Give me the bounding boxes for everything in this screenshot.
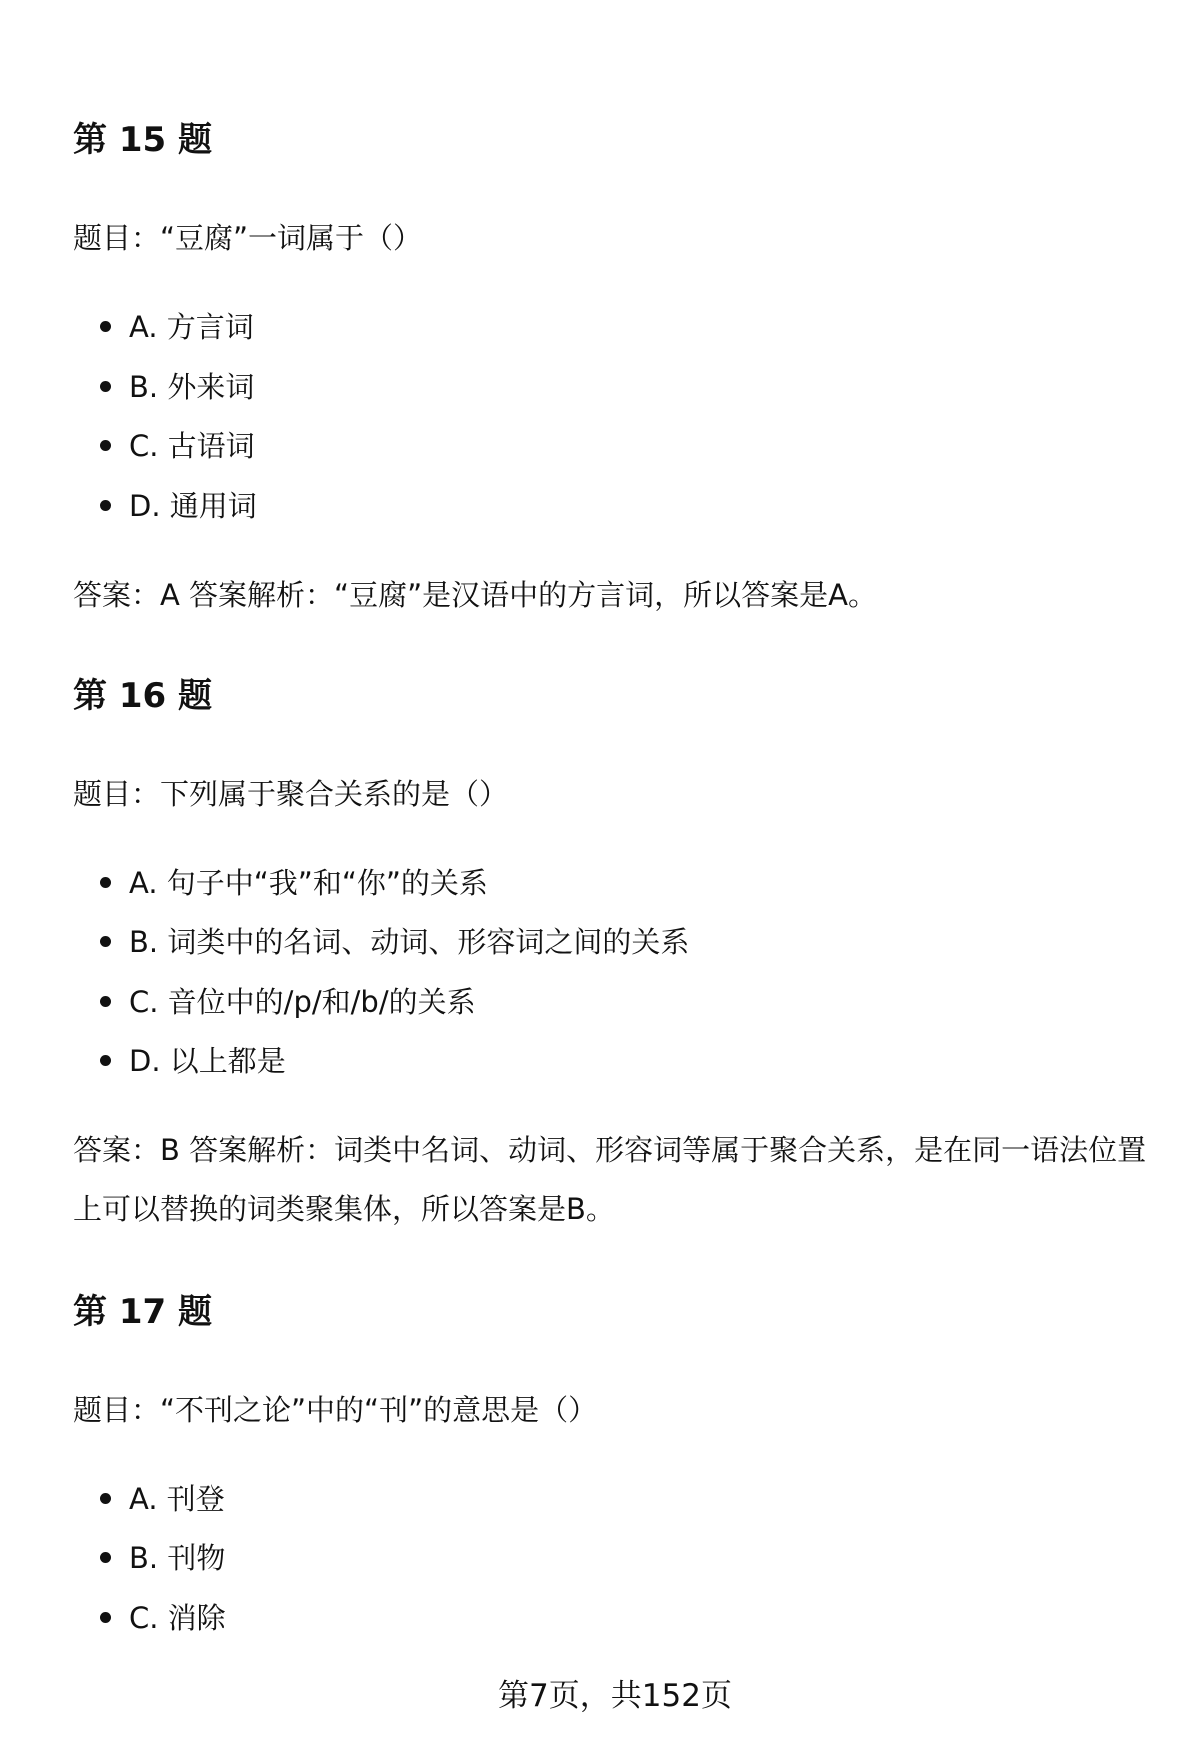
answer-explanation: 答案：A 答案解析：“豆腐”是汉语中的方言词，所以答案是A。: [73, 578, 877, 612]
bullet-icon: [100, 1612, 111, 1623]
question-prompt: 题目：下列属于聚合关系的是（）: [73, 777, 509, 811]
question-prompt: 题目：“不刊之论”中的“刊”的意思是（）: [73, 1393, 598, 1427]
question-title: 第 15 题: [73, 120, 212, 160]
bullet-icon: [100, 1493, 111, 1504]
bullet-icon: [100, 1055, 111, 1066]
bullet-icon: [100, 440, 111, 451]
question-title: 第 17 题: [73, 1292, 212, 1332]
option-label: C. 消除: [129, 1601, 226, 1635]
option-label: B. 外来词: [129, 370, 255, 404]
option-label: A. 句子中“我”和“你”的关系: [129, 866, 488, 900]
bullet-icon: [100, 500, 111, 511]
option-label: C. 古语词: [129, 429, 255, 463]
bullet-icon: [100, 321, 111, 332]
option-label: B. 词类中的名词、动词、形容词之间的关系: [129, 925, 690, 959]
page-footer: 第7页，共152页: [498, 1678, 732, 1714]
bullet-icon: [100, 996, 111, 1007]
question-title: 第 16 题: [73, 676, 212, 716]
bullet-icon: [100, 1552, 111, 1563]
bullet-icon: [100, 936, 111, 947]
answer-explanation: 答案：B 答案解析：词类中名词、动词、形容词等属于聚合关系，是在同一语法位置上可以替换的词类聚集体，所以答案是B。: [73, 1133, 1147, 1226]
option-label: D. 以上都是: [129, 1044, 286, 1078]
bullet-icon: [100, 877, 111, 888]
option-label: C. 音位中的/p/和/b/的关系: [129, 985, 476, 1019]
bullet-icon: [100, 381, 111, 392]
option-label: A. 刊登: [129, 1482, 225, 1516]
question-prompt: 题目：“豆腐”一词属于（）: [73, 221, 423, 255]
option-label: B. 刊物: [129, 1541, 226, 1575]
option-label: D. 通用词: [129, 489, 257, 523]
option-label: A. 方言词: [129, 310, 254, 344]
